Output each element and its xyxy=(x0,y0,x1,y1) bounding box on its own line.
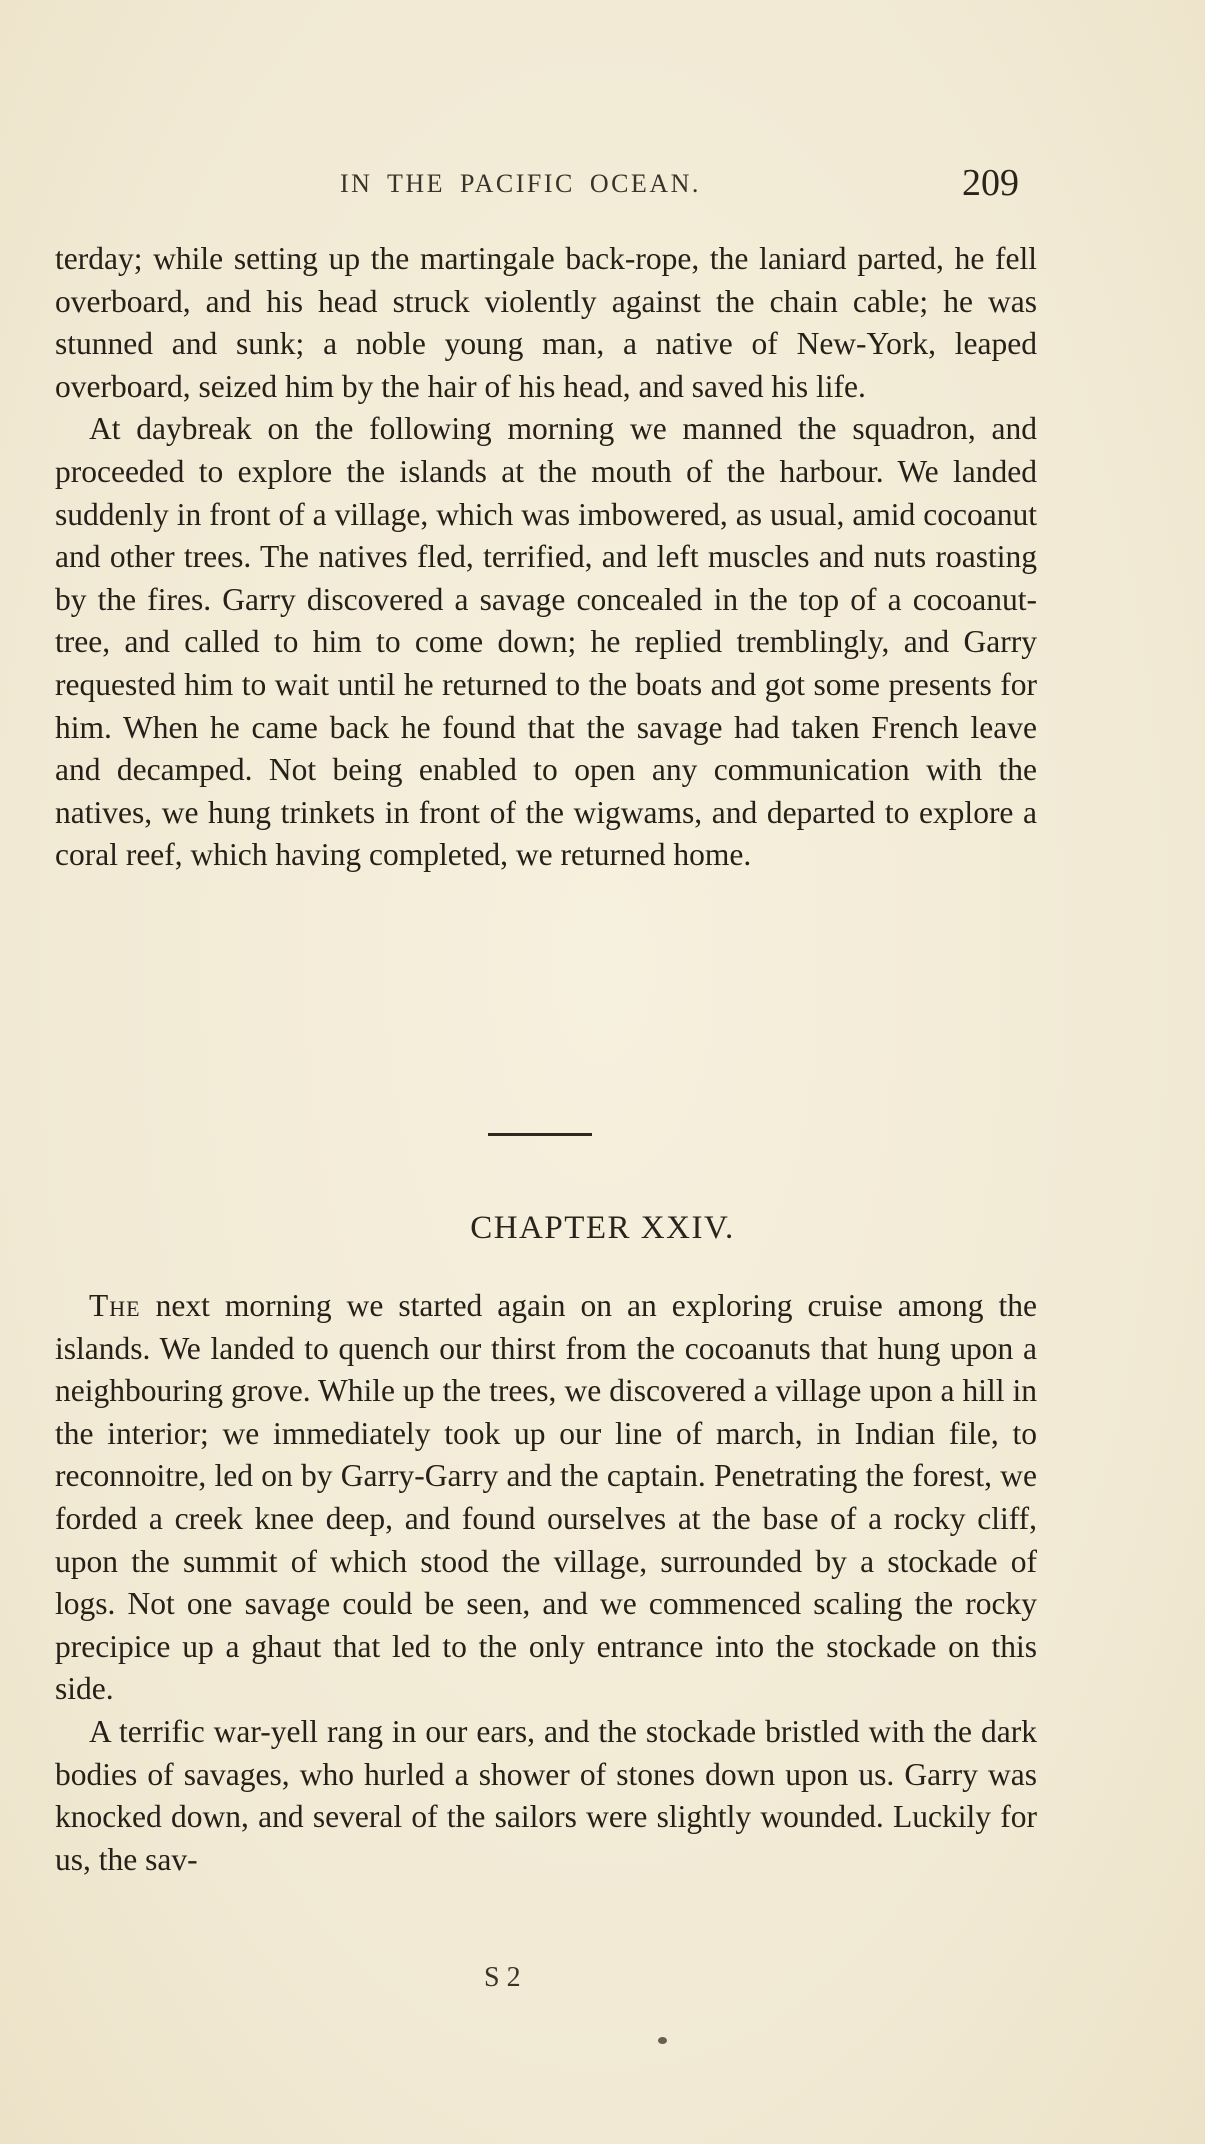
text-before-chapter xyxy=(55,238,1037,877)
paragraph-next-morning xyxy=(55,1285,1037,1711)
page-number: 209 xyxy=(962,162,1019,204)
signature-mark: S 2 xyxy=(484,1962,521,1993)
paragraph-daybreak: At daybreak on the following morning we manned the squadron, and proceeded to explore the islands at the mouth of the harbour. We landed suddenly in front of a village, which was imbowered, as usual, amid cocoanut and other trees. The natives fled, terrified, and left muscles and nuts roasting by the fires. Garry discovered a savage concealed in the top of a cocoanut-tree, and called to him to come down; he replied tremblingly, and Garry requested him to wait until he returned to the boats and got some presents for him. When he came back he found that the savage had taken French leave and decamped. Not being enabled to open any communication with the natives, we hung trinkets in front of the wigwams, and departed to explore a coral reef, which having completed, we returned home. xyxy=(55,411,1037,873)
page-header xyxy=(0,162,1205,209)
paragraph-next-morning-text: next morning we started again on an exploring cruise among the islands. We landed to quench our thirst from the cocoanuts that hung upon a neighbouring grove. While up the trees, we discovered a village upon a hill in the interior; we immediately took up our line of march, in Indian file, to reconnoitre, led on by Garry-Garry and the captain. Penetrating the forest, we forded a creek knee deep, and found ourselves at the base of a rocky cliff, upon the summit of which stood the village, surrounded by a stockade of logs. Not one savage could be seen, and we commenced scaling the rocky precipice up a ghaut that led to the only entrance into the stockade on this side. xyxy=(55,1288,1037,1707)
ink-speck xyxy=(658,2037,667,2044)
chapter-text xyxy=(55,1285,1037,1881)
paragraph-war-yell: A terrific war-yell rang in our ears, and the stockade bristled with the dark bodies of savages, who hurled a shower of stones down upon us. Garry was knocked down, and several of the sailors were slightly wounded. Luckily for us, the sav- xyxy=(55,1713,1037,1877)
running-title: IN THE PACIFIC OCEAN. xyxy=(340,169,701,198)
paragraph-continued: terday; while setting up the martingale back-rope, the laniard parted, he fell overboard, and his head struck violently against the chain cable; he was stunned and sunk; a noble young man, a native of New-York, leaped overboard, seized him by the hair of his head, and saved his life. xyxy=(55,241,1037,404)
section-divider xyxy=(488,1133,592,1136)
opening-word: The xyxy=(89,1288,141,1323)
chapter-heading: CHAPTER XXIV. xyxy=(470,1210,735,1246)
